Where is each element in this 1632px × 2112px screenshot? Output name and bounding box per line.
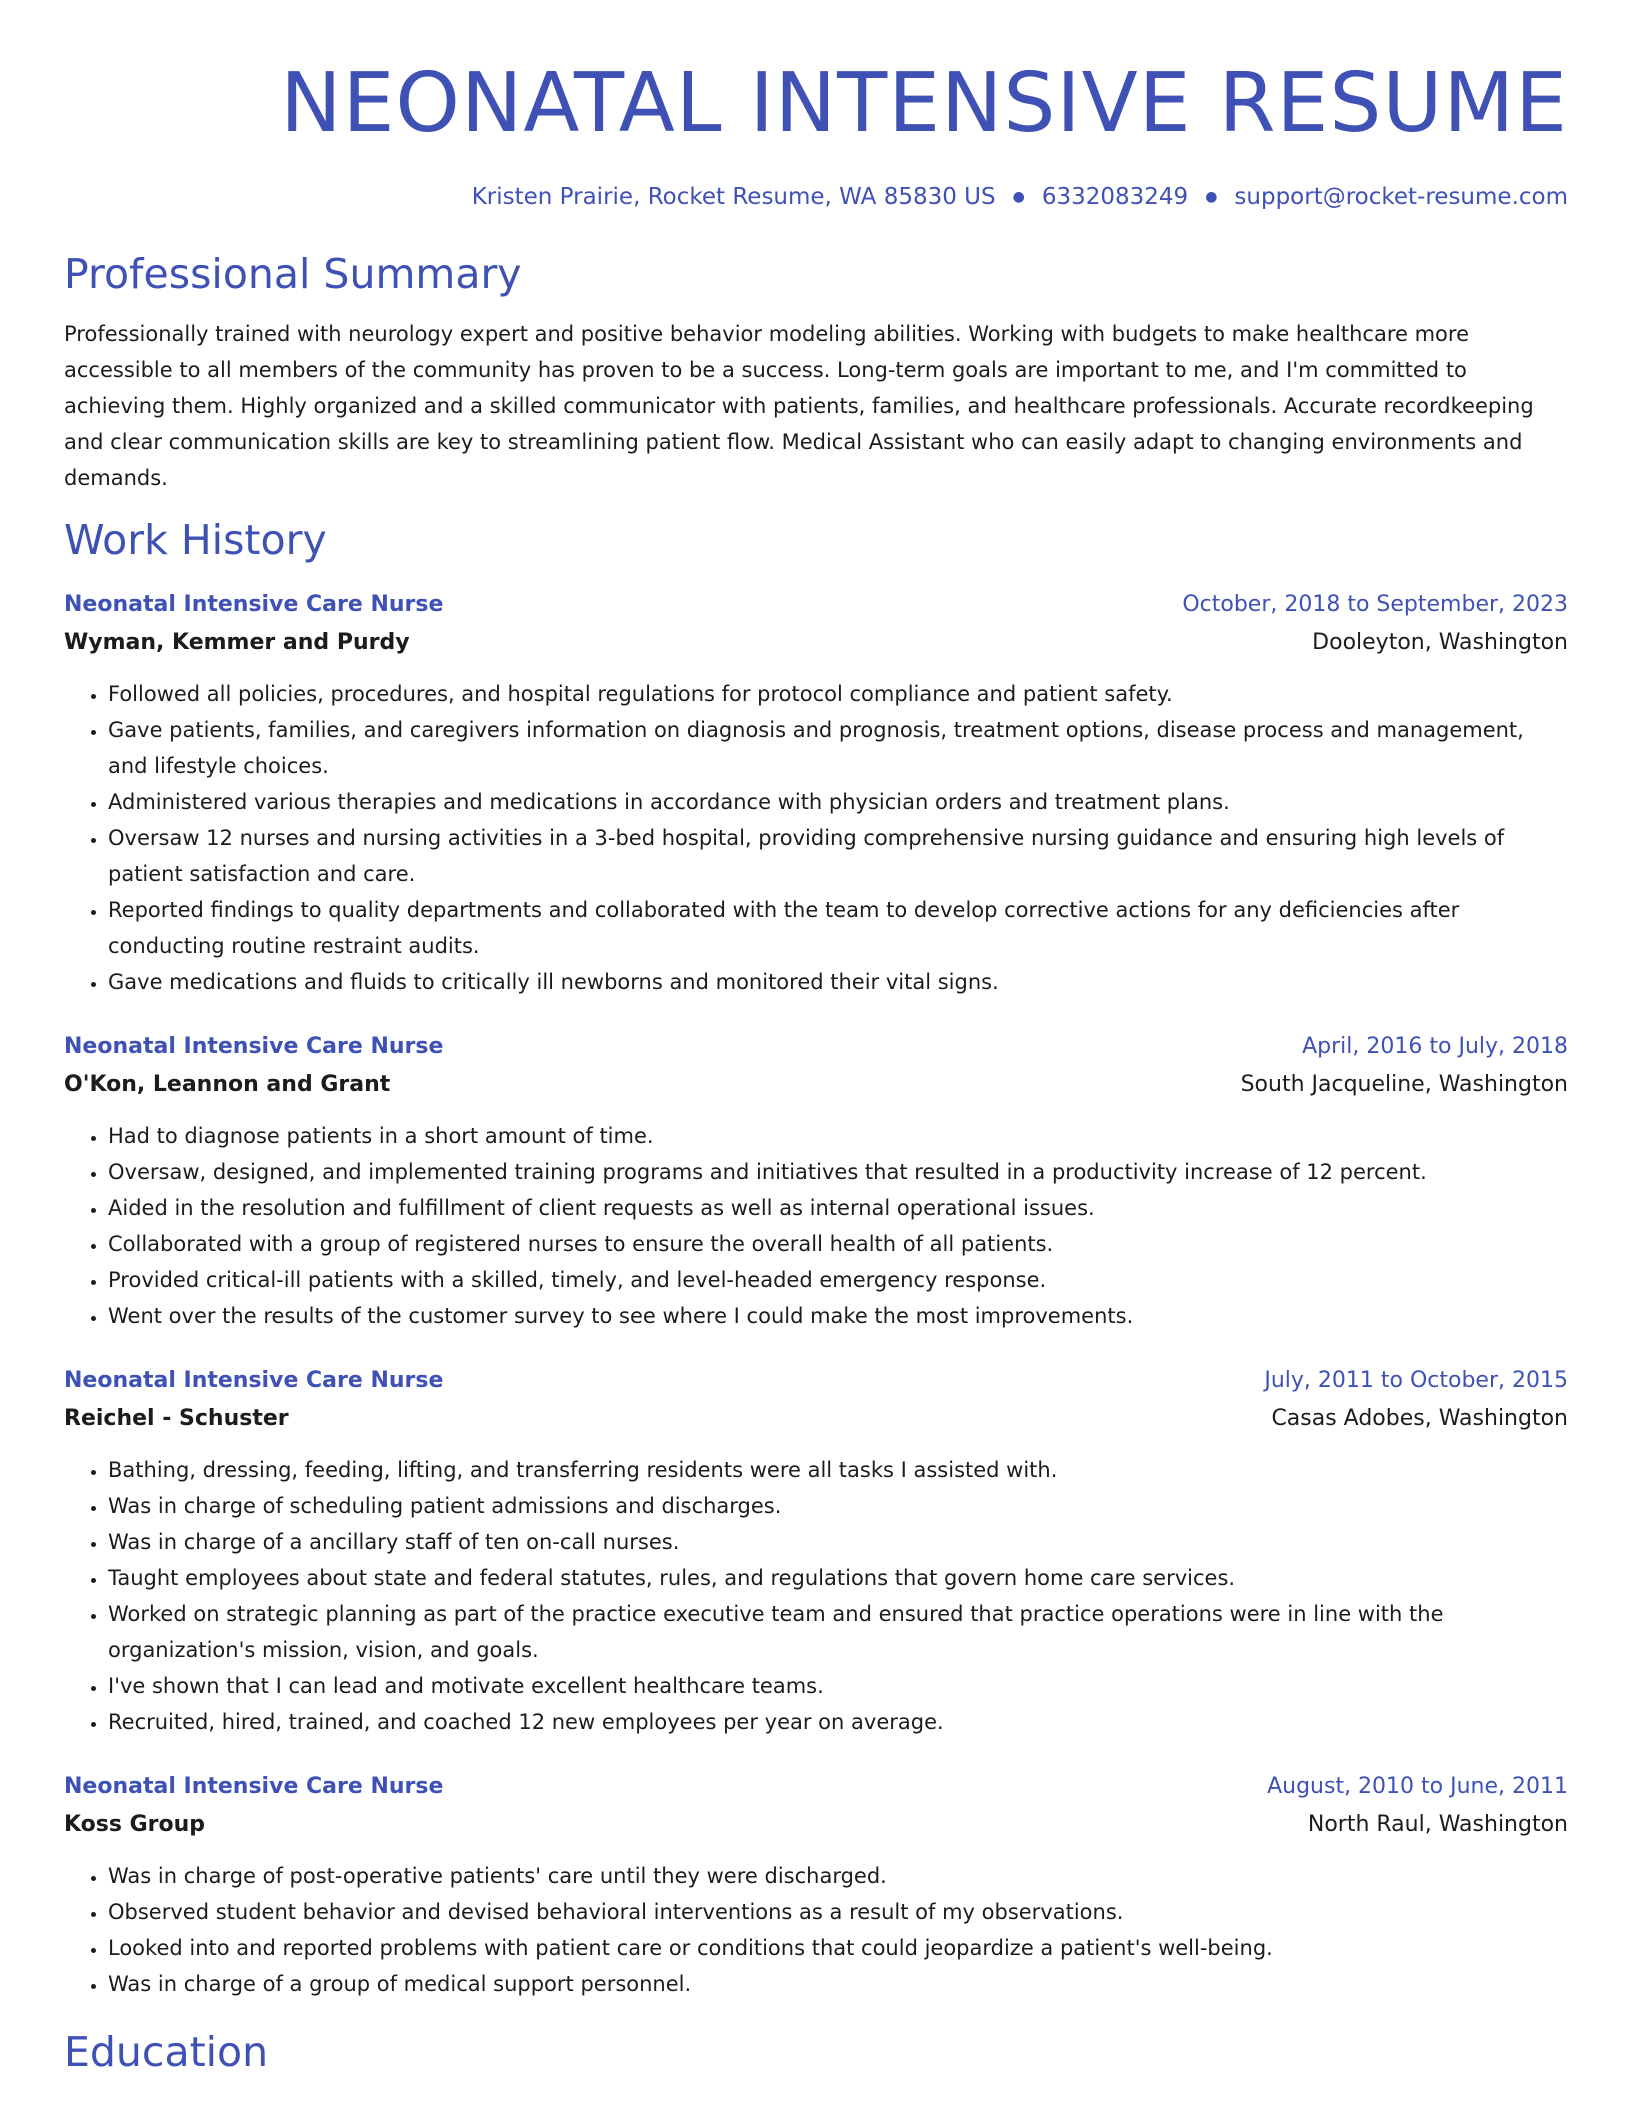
job-duty-item: • Aided in the resolution and fulfillment of client requests as well as internal operational issues. xyxy=(108,1190,1568,1226)
job-duties-list xyxy=(64,676,1568,1000)
job-entry xyxy=(64,1768,1568,2002)
job-company-row xyxy=(64,1806,1568,1844)
job-duty-item: • Oversaw, designed, and implemented training programs and initiatives that resulted in a productivity increase of 12 percent. xyxy=(108,1154,1568,1190)
job-duties-list xyxy=(64,1452,1568,1740)
contact-email[interactable]: support@rocket-resume.com xyxy=(1234,184,1568,210)
contact-address: Kristen Prairie, Rocket Resume, WA 85830 US xyxy=(471,184,996,210)
contact-separator: ● xyxy=(1205,189,1218,205)
summary-text: Professionally trained with neurology expert and positive behavior modeling abilities. Working with budgets to make healthcare more accessible to all members of the community has proven to be a success. Long-term goals are important to me, and I'm committed to achieving them. Highly organized and a skilled communicator with patients, families, and healthcare professionals. Accurate recordkeeping and clear communication skills are key to streamlining patient flow. Medical Assistant who can easily adapt to changing environments and demands. xyxy=(64,322,1534,490)
summary-heading: Professional Summary xyxy=(64,250,522,298)
job-title-row xyxy=(64,1028,1568,1066)
contact-line xyxy=(64,182,1568,212)
job-company-row xyxy=(64,1400,1568,1438)
job-duty-item: • Worked on strategic planning as part of the practice executive team and ensured that practice operations were in line with the organization's mission, vision, and goals. xyxy=(108,1596,1568,1668)
job-title: Neonatal Intensive Care Nurse xyxy=(64,1774,444,1799)
job-title: Neonatal Intensive Care Nurse xyxy=(64,1368,444,1393)
job-duty-item: • Followed all policies, procedures, and hospital regulations for protocol compliance and patient safety. xyxy=(108,676,1568,712)
job-location: South Jacqueline, Washington xyxy=(1240,1072,1568,1097)
job-duty-item: • Recruited, hired, trained, and coached 12 new employees per year on average. xyxy=(108,1704,1568,1740)
job-duty-item: • Observed student behavior and devised behavioral interventions as a result of my observations. xyxy=(108,1894,1568,1930)
job-company: Wyman, Kemmer and Purdy xyxy=(64,630,410,655)
job-dates: July, 2011 to October, 2015 xyxy=(1264,1368,1568,1393)
job-duty-item: • Was in charge of post-operative patients' care until they were discharged. xyxy=(108,1858,1568,1894)
contact-separator: ● xyxy=(1012,189,1025,205)
job-title-row xyxy=(64,1362,1568,1400)
job-location: Casas Adobes, Washington xyxy=(1271,1406,1568,1431)
job-entry xyxy=(64,1362,1568,1740)
job-company-row xyxy=(64,1066,1568,1104)
job-duty-item: • Went over the results of the customer survey to see where I could make the most improvements. xyxy=(108,1298,1568,1334)
job-duty-item: • Taught employees about state and federal statutes, rules, and regulations that govern home care services. xyxy=(108,1560,1568,1596)
job-duty-item: • Looked into and reported problems with patient care or conditions that could jeopardize a patient's well-being. xyxy=(108,1930,1568,1966)
job-duty-item: • Collaborated with a group of registered nurses to ensure the overall health of all patients. xyxy=(108,1226,1568,1262)
education-section xyxy=(64,2026,1568,2078)
job-duty-item: • Reported findings to quality departments and collaborated with the team to develop corrective actions for any deficiencies after conducting routine restraint audits. xyxy=(108,892,1568,964)
job-duties-list xyxy=(64,1118,1568,1334)
job-company: Reichel - Schuster xyxy=(64,1406,289,1431)
job-duties-list xyxy=(64,1858,1568,2002)
job-dates: April, 2016 to July, 2018 xyxy=(1302,1034,1568,1059)
work-history-heading: Work History xyxy=(64,516,327,564)
job-dates: August, 2010 to June, 2011 xyxy=(1267,1774,1568,1799)
job-duty-item: • Administered various therapies and medications in accordance with physician orders and treatment plans. xyxy=(108,784,1568,820)
resume-header xyxy=(64,0,1568,212)
job-duty-item: • Gave patients, families, and caregivers information on diagnosis and prognosis, treatment options, disease process and management, and lifestyle choices. xyxy=(108,712,1568,784)
job-entry xyxy=(64,586,1568,1000)
contact-phone: 6332083249 xyxy=(1041,184,1189,210)
job-company-row xyxy=(64,624,1568,662)
job-title: Neonatal Intensive Care Nurse xyxy=(64,1034,444,1059)
job-duty-item: • Oversaw 12 nurses and nursing activities in a 3-bed hospital, providing comprehensive nursing guidance and ensuring high levels of patient satisfaction and care. xyxy=(108,820,1568,892)
job-title-row xyxy=(64,1768,1568,1806)
resume-title: NEONATAL INTENSIVE RESUME xyxy=(280,56,1568,151)
job-duty-item: • Bathing, dressing, feeding, lifting, and transferring residents were all tasks I assisted with. xyxy=(108,1452,1568,1488)
work-history-section xyxy=(64,514,1568,2002)
job-company: O'Kon, Leannon and Grant xyxy=(64,1072,391,1097)
job-company: Koss Group xyxy=(64,1812,206,1837)
job-duty-item: • Provided critical-ill patients with a skilled, timely, and level-headed emergency response. xyxy=(108,1262,1568,1298)
job-duty-item: • I've shown that I can lead and motivate excellent healthcare teams. xyxy=(108,1668,1568,1704)
professional-summary-section xyxy=(64,248,1568,496)
job-dates: October, 2018 to September, 2023 xyxy=(1182,592,1568,617)
job-location: North Raul, Washington xyxy=(1307,1812,1568,1837)
education-heading: Education xyxy=(64,2028,269,2076)
job-duty-item: • Was in charge of a ancillary staff of ten on-call nurses. xyxy=(108,1524,1568,1560)
job-duty-item: • Was in charge of a group of medical support personnel. xyxy=(108,1966,1568,2002)
job-duty-item: • Was in charge of scheduling patient admissions and discharges. xyxy=(108,1488,1568,1524)
job-duty-item: • Gave medications and fluids to critically ill newborns and monitored their vital signs. xyxy=(108,964,1568,1000)
job-duty-item: • Had to diagnose patients in a short amount of time. xyxy=(108,1118,1568,1154)
job-title: Neonatal Intensive Care Nurse xyxy=(64,592,444,617)
job-title-row xyxy=(64,586,1568,624)
job-location: Dooleyton, Washington xyxy=(1312,630,1568,655)
job-entry xyxy=(64,1028,1568,1334)
